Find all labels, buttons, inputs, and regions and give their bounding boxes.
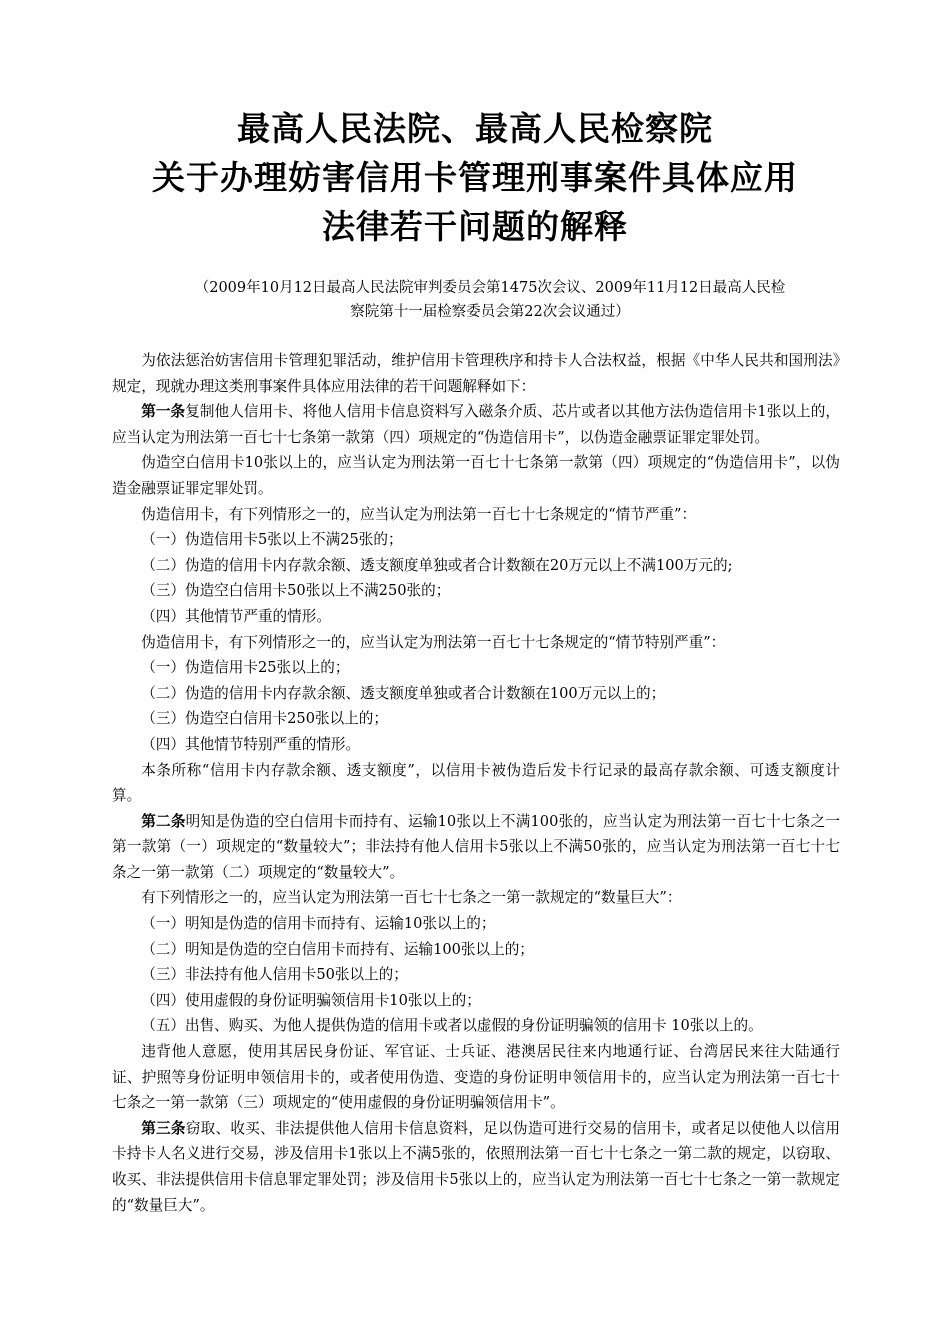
- list-item: （四）使用虚假的身份证明骗领信用卡10张以上的；: [141, 991, 481, 1009]
- article-2-para-3: 违背他人意愿，使用其居民身份证、军官证、士兵证、港澳居民往来内地通行证、台湾居民来往大陆通行证、护照等身份证明申领信用卡的，或者使用伪造、变造的身份证明申领信用卡的，应当认定为刑法第一百七十七条之一第一款第（三）项规定的“使用虚假的身份证明骗领信用卡”。: [112, 1043, 840, 1112]
- article-1-heading: 第一条: [141, 403, 186, 421]
- title-line-2: 关于办理妨害信用卡管理刑事案件具体应用: [152, 158, 798, 197]
- list-item: （三）伪造空白信用卡250张以上的；: [141, 710, 388, 728]
- list-item: （五）出售、购买、为他人提供伪造的信用卡或者以虚假的身份证明骗领的信用卡 10张以上的。: [141, 1017, 763, 1035]
- title-line-3: 法律若干问题的解释: [322, 207, 628, 246]
- intro-paragraph: 为依法惩治妨害信用卡管理犯罪活动，维护信用卡管理秩序和持卡人合法权益，根据《中华人民共和国刑法》规定，现就办理这类刑事案件具体应用法律的若干问题解释如下：: [112, 352, 840, 395]
- list-item: （二）明知是伪造的空白信用卡而持有、运输100张以上的；: [141, 940, 534, 958]
- article-3-text: 窃取、收买、非法提供他人信用卡信息资料，足以伪造可进行交易的信用卡，或者足以使他人以信用卡持卡人名义进行交易，涉及信用卡1张以上不满5张的，依照刑法第一百七十七条之一第二款的规定，以窃取、收买、非法提供信用卡信息罪定罪处罚；涉及信用卡5张以上的，应当认定为刑法第一百七十七条之一第一款规定的“数量巨大”。: [112, 1119, 840, 1214]
- list-item: （四）其他情节严重的情形。: [141, 607, 331, 625]
- list-item: （二）伪造的信用卡内存款余额、透支额度单独或者合计数额在20万元以上不满100万元的;: [141, 556, 733, 574]
- article-2: [112, 809, 840, 886]
- article-1-para-2: 伪造空白信用卡10张以上的，应当认定为刑法第一百七十七条第一款第（四）项规定的“伪造信用卡”，以伪造金融票证罪定罪处罚。: [112, 454, 840, 497]
- list-item: （三）非法持有他人信用卡50张以上的；: [141, 966, 408, 984]
- list-item: （二）伪造的信用卡内存款余额、透支额度单独或者合计数额在100万元以上的；: [141, 684, 666, 702]
- article-3: [112, 1116, 840, 1218]
- article-3-heading: 第三条: [141, 1119, 186, 1137]
- article-1-para-3: 伪造信用卡，有下列情形之一的，应当认定为刑法第一百七十七条规定的“情节严重”：: [141, 505, 697, 523]
- list-item: （一）明知是伪造的信用卡而持有、运输10张以上的；: [141, 915, 496, 933]
- title-line-1: 最高人民法院、最高人民检察院: [237, 109, 713, 148]
- article-1-para-5: 本条所称“信用卡内存款余额、透支额度”，以信用卡被伪造后发卡行记录的最高存款余额、可透支额度计算。: [112, 761, 840, 805]
- list-item: （四）其他情节特别严重的情形。: [141, 735, 361, 753]
- list-item: （一）伪造信用卡25张以上的；: [141, 659, 350, 677]
- article-2-para-2: 有下列情形之一的，应当认定为刑法第一百七十七条之一第一款规定的“数量巨大”：: [141, 889, 682, 907]
- adoption-note-line-1: （2009年10月12日最高人民法院审判委员会第1475次会议、2009年11月12日最高人民检: [194, 280, 786, 296]
- adoption-note-line-2: 察院第十一届检察委员会第22次会议通过）: [350, 304, 630, 320]
- article-1-para-4: 伪造信用卡，有下列情形之一的，应当认定为刑法第一百七十七条规定的“情节特别严重”：: [141, 633, 726, 651]
- article-1: [112, 399, 840, 450]
- list-item: （一）伪造信用卡5张以上不满25张的；: [141, 531, 403, 549]
- document-body: [112, 348, 840, 1218]
- article-2-text: 明知是伪造的空白信用卡而持有、运输10张以上不满100张的，应当认定为刑法第一百七十七条之一第一款第（一）项规定的“数量较大”；非法持有他人信用卡5张以上不满50张的，应当认定为刑法第一百七十七条之一第一款第（二）项规定的“数量较大”。: [112, 812, 840, 881]
- article-2-heading: 第二条: [141, 812, 186, 830]
- article-1-text: 复制他人信用卡、将他人信用卡信息资料写入磁条介质、芯片或者以其他方法伪造信用卡1张以上的，应当认定为刑法第一百七十七条第一款第（四）项规定的“伪造信用卡”，以伪造金融票证罪定罪处罚。: [112, 403, 840, 446]
- list-item: （三）伪造空白信用卡50张以上不满250张的；: [141, 582, 451, 600]
